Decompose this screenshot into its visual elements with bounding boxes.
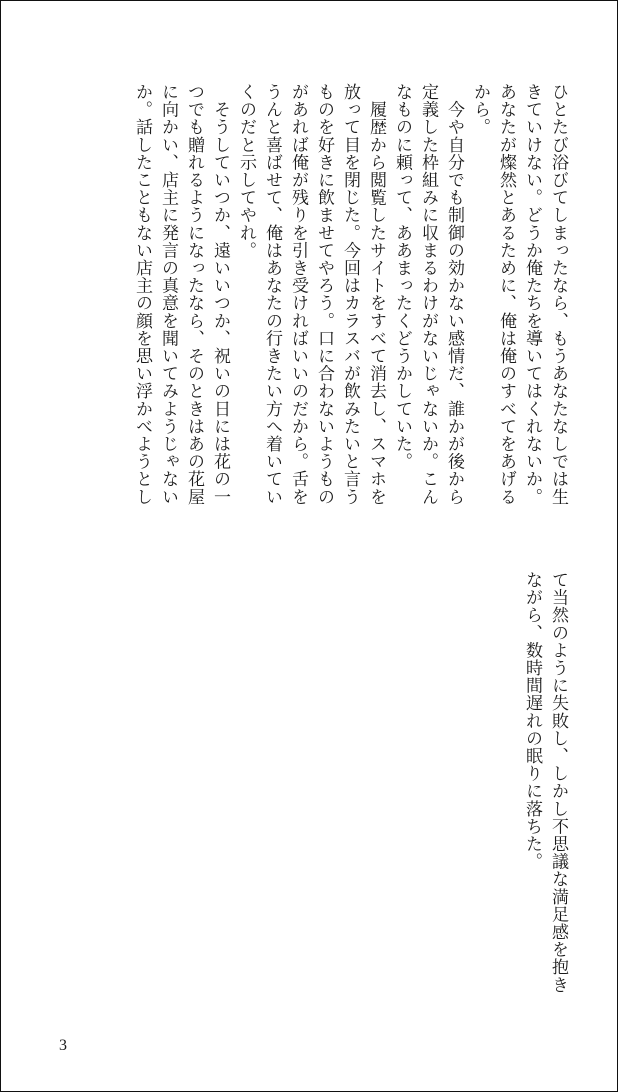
- text-line: に向かい、店主に発言の真意を聞いてみようじゃない: [158, 83, 178, 506]
- text-line: つでも贈れるようになったなら、そのときはあの花屋: [184, 83, 204, 506]
- text-line: て当然のように失敗し、しかし不思議な満足感を抱き: [548, 571, 568, 994]
- text-line: 今や自分でも制御の効かない感情だ、誰かが後から: [444, 83, 464, 506]
- lower-text-block: [519, 571, 571, 994]
- text-line: か。話したこともない店主の顔を思い浮かべようとし: [132, 83, 152, 506]
- text-line: くのだと示してやれ。: [236, 83, 256, 259]
- text-line: うんと喜ばせて、俺はあなたの行きたい方へ着いてい: [262, 83, 282, 506]
- text-line: があれば俺が残りを引き受ければいいのだから。舌を: [288, 83, 308, 506]
- text-line: ながら、数時間遅れの眠りに落ちた。: [522, 571, 542, 871]
- upper-text-block: [129, 83, 571, 523]
- text-line: きていけない。どうか俺たちを導いてはくれないか。: [522, 83, 542, 506]
- text-line: なものに頼って、ああまったくどうかしていた。: [392, 83, 412, 471]
- text-line: あなたが燦然とあるために、俺は俺のすべてをあげる: [496, 83, 516, 506]
- text-line: ひとたび浴びてしまったなら、もうあなたなしでは生: [548, 83, 568, 506]
- text-line: から。: [470, 83, 490, 136]
- text-line: ものを好きに飲ませてやろう。口に合わないようもの: [314, 83, 334, 506]
- text-line: 履歴から閲覧したサイトをすべて消去し、スマホを: [366, 83, 386, 506]
- text-line: 定義した枠組みに収まるわけがないじゃないか。こん: [418, 83, 438, 506]
- page-number: 3: [59, 1037, 67, 1054]
- text-line: そうしていつか、遠いいつか、祝いの日には花の一: [210, 83, 230, 506]
- text-line: 放って目を閉じた。今回はカラスバが飲みたいと言う: [340, 83, 360, 506]
